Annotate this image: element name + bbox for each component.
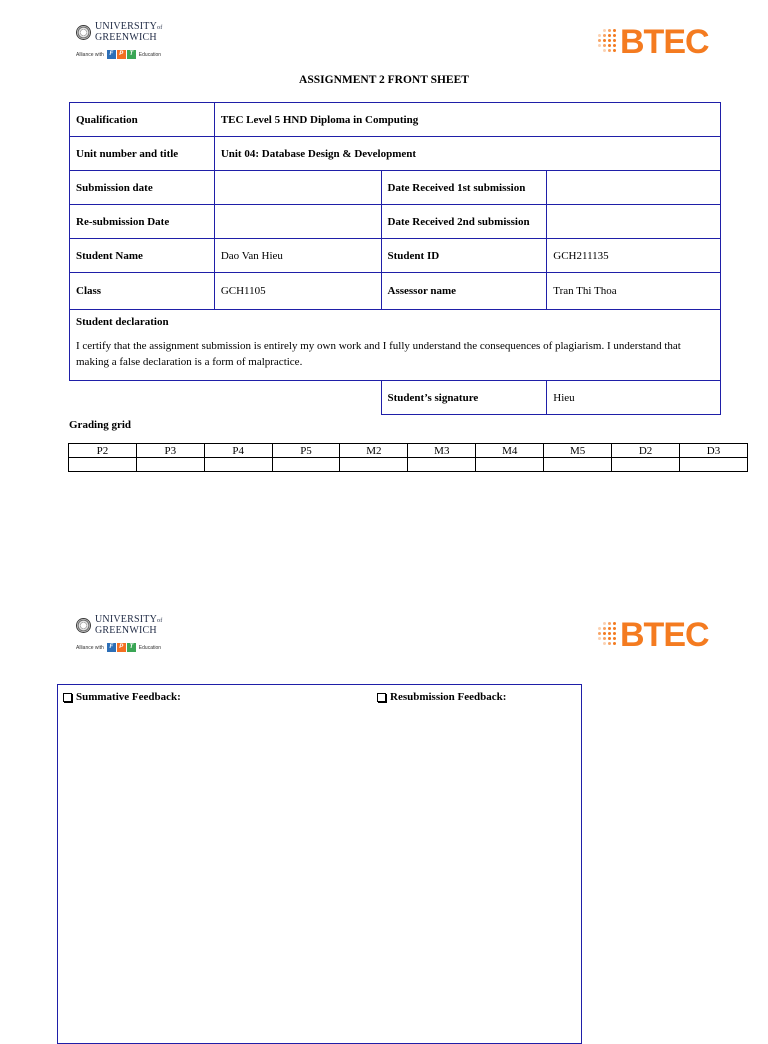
grading-grid-values bbox=[69, 458, 748, 472]
assessor-value: Tran Thi Thoa bbox=[547, 273, 721, 310]
submission-date-value bbox=[214, 171, 381, 205]
assessor-label: Assessor name bbox=[381, 273, 547, 310]
university-logo: UNIVERSITYof GREENWICH Alliance with F P T Education bbox=[76, 21, 163, 58]
date-received-1-label: Date Received 1st submission bbox=[381, 171, 547, 205]
grading-grid-header: P2 P3 P4 P5 M2 M3 M4 M5 D2 D3 bbox=[69, 444, 748, 458]
class-label: Class bbox=[70, 273, 215, 310]
date-received-2-label: Date Received 2nd submission bbox=[381, 205, 547, 239]
class-value: GCH1105 bbox=[214, 273, 381, 310]
btec-dots-icon bbox=[598, 29, 618, 55]
grading-grid bbox=[68, 443, 748, 472]
front-sheet-table bbox=[69, 102, 721, 415]
feedback-box bbox=[57, 684, 582, 1044]
summative-feedback-heading: Summative Feedback: bbox=[63, 691, 181, 703]
university-seal-icon bbox=[76, 618, 91, 633]
qualification-label: Qualification bbox=[70, 103, 215, 137]
date-received-2-value bbox=[547, 205, 721, 239]
btec-logo: BTEC bbox=[598, 22, 720, 62]
submission-date-label: Submission date bbox=[70, 171, 215, 205]
signature-label: Student’s signature bbox=[381, 381, 547, 415]
qualification-value: TEC Level 5 HND Diploma in Computing bbox=[214, 103, 720, 137]
checkbox-icon[interactable] bbox=[377, 693, 386, 702]
student-name-value: Dao Van Hieu bbox=[214, 239, 381, 273]
student-id-value: GCH211135 bbox=[547, 239, 721, 273]
student-id-label: Student ID bbox=[381, 239, 547, 273]
unit-label: Unit number and title bbox=[70, 137, 215, 171]
signature-value: Hieu bbox=[547, 381, 721, 415]
btec-dots-icon bbox=[598, 622, 618, 648]
student-declaration: Student declaration I certify that the assignment submission is entirely my own work and I fully understand the consequences of plagiarism. I understand that making a false declaration is a form of malpractice. bbox=[70, 310, 721, 381]
page-title: ASSIGNMENT 2 FRONT SHEET bbox=[299, 74, 469, 86]
btec-logo-2: BTEC bbox=[598, 615, 720, 655]
university-seal-icon bbox=[76, 25, 91, 40]
fpt-logo-icon: F P T bbox=[107, 50, 136, 59]
grading-grid-label: Grading grid bbox=[69, 419, 132, 431]
unit-value: Unit 04: Database Design & Development bbox=[214, 137, 720, 171]
fpt-logo-icon: F P T bbox=[107, 643, 136, 652]
university-logo-2: UNIVERSITYof GREENWICH Alliance with F P T Education bbox=[76, 614, 163, 651]
date-received-1-value bbox=[547, 171, 721, 205]
resubmission-date-label: Re-submission Date bbox=[70, 205, 215, 239]
resubmission-feedback-heading: Resubmission Feedback: bbox=[377, 691, 506, 703]
student-name-label: Student Name bbox=[70, 239, 215, 273]
resubmission-date-value bbox=[214, 205, 381, 239]
checkbox-icon[interactable] bbox=[63, 693, 72, 702]
